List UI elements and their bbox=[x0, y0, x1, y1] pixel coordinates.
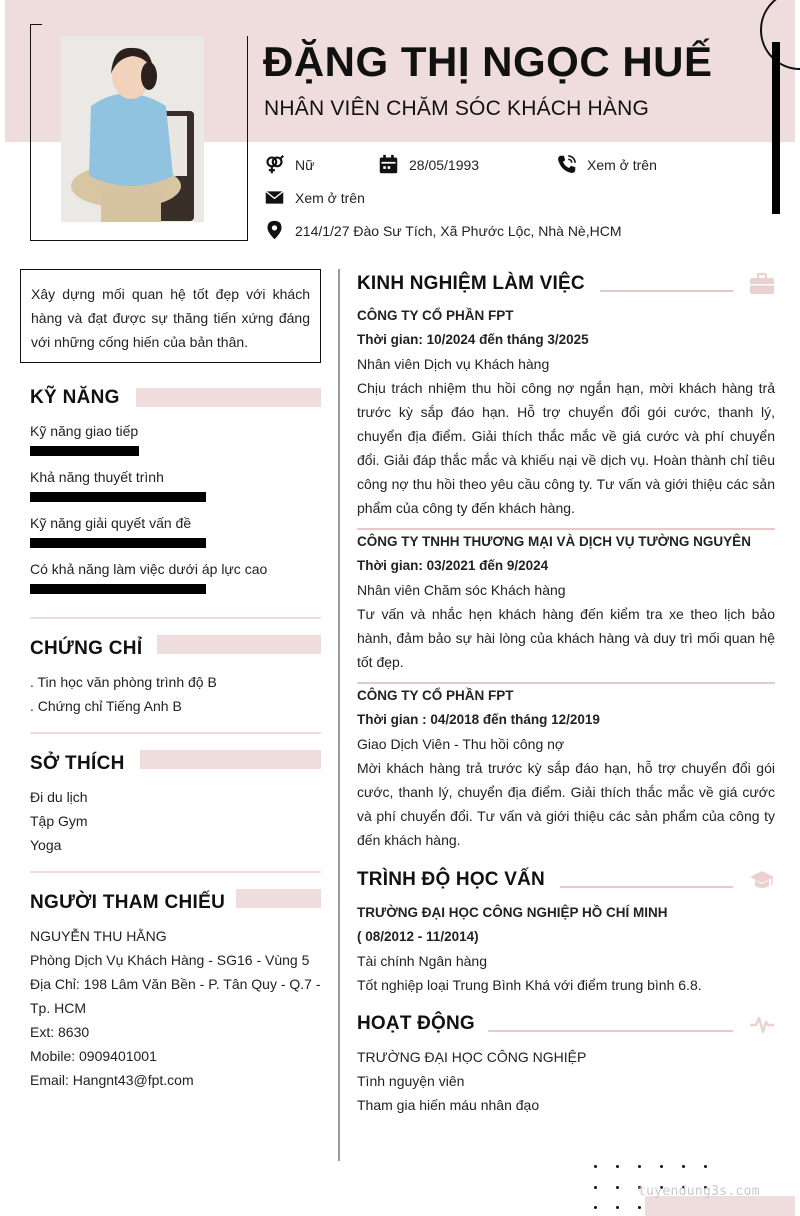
activities-title: HOẠT ĐỘNG bbox=[357, 1013, 475, 1034]
career-objective: Xây dựng mối quan hệ tốt đẹp với khách hàng và đạt được sự thăng tiến xứng đáng với những cống hiến của bản thân. bbox=[20, 269, 321, 363]
certificate-item: . Chứng chỉ Tiếng Anh B bbox=[30, 698, 182, 714]
activities-title-line bbox=[488, 1030, 733, 1032]
photo-frame-accent bbox=[42, 24, 248, 36]
phone-icon bbox=[556, 154, 577, 175]
job-description: Mời khách hàng trả trước kỳ sắp đáo hạn, hỗ trợ chuyển đổi gói cước, thanh lý, chuyển địa điểm. Giải thích thắc mắc về giá cước và phí chuyển đổi. Tư vấn và giới thiệu các sản phẩm của công ty đến khách hàng. bbox=[357, 760, 775, 848]
skill-bar bbox=[30, 584, 206, 594]
envelope-icon bbox=[264, 187, 285, 208]
email-value: Xem ở trên bbox=[295, 189, 365, 206]
skill-bar bbox=[30, 492, 206, 502]
address-value: 214/1/27 Đào Sư Tích, Xã Phước Lộc, Nhà Nè,HCM bbox=[295, 222, 622, 239]
reference-line: Email: Hangnt43@fpt.com bbox=[30, 1072, 194, 1088]
references-title: NGƯỜI THAM CHIẾU bbox=[30, 892, 226, 913]
job-time: Thời gian: 10/2024 đến tháng 3/2025 bbox=[357, 332, 589, 347]
job-time: Thời gian : 04/2018 đến tháng 12/2019 bbox=[357, 712, 600, 727]
gender-value: Nữ bbox=[295, 156, 315, 173]
footer-accent bbox=[645, 1196, 795, 1216]
candidate-name: ĐẶNG THỊ NGỌC HUẾ bbox=[263, 38, 713, 85]
map-pin-icon bbox=[264, 220, 285, 241]
hobby-item: Tập Gym bbox=[30, 813, 88, 829]
education-school: TRƯỜNG ĐẠI HỌC CÔNG NGHIỆP HỒ CHÍ MINH bbox=[357, 905, 668, 920]
education-major: Tài chính Ngân hàng bbox=[357, 953, 487, 969]
education-period: ( 08/2012 - 11/2014) bbox=[357, 929, 479, 944]
gender-icon bbox=[264, 154, 285, 175]
job-company: CÔNG TY CỔ PHẦN FPT bbox=[357, 308, 514, 323]
section-divider bbox=[30, 871, 321, 873]
experience-title-line bbox=[600, 290, 733, 292]
address-info bbox=[264, 220, 621, 241]
job-position: Giao Dịch Viên - Thu hồi công nợ bbox=[357, 736, 565, 752]
job-description: Tư vấn và nhắc hẹn khách hàng đến kiểm tra xe theo lịch bảo hành, đảm bảo sự hài lòng của khách hàng và duy trì mối quan hệ tốt đẹp. bbox=[357, 606, 775, 670]
section-divider bbox=[30, 732, 321, 734]
job-description: Chịu trách nhiệm thu hồi công nợ ngắn hạn, mời khách hàng trả trước kỳ sắp đáo hạn. Hỗ trợ chuyển đổi gói cước, thanh lý, chuyển địa điểm. Giải thích thắc mắc về giá cước và phí chuyển đổi. Giải đáp thắc mắc và khiếu nại về dịch vụ. Hoàn thành chỉ tiêu công nợ thu hồi theo yêu cầu công ty. Tư vấn và giới thiệu các sản phẩm của công ty đến khách hàng. bbox=[357, 380, 775, 516]
experience-title: KINH NGHIỆM LÀM VIỆC bbox=[357, 273, 585, 294]
birthday-info bbox=[378, 154, 479, 175]
skill-bar bbox=[30, 446, 139, 456]
graduation-cap-icon bbox=[748, 866, 776, 894]
skill-label: Kỹ năng giải quyết vấn đề bbox=[30, 515, 192, 531]
skill-label: Kỹ năng giao tiếp bbox=[30, 423, 139, 439]
job-company: CÔNG TY CỔ PHẦN FPT bbox=[357, 688, 514, 703]
certificates-title-accent bbox=[157, 635, 321, 654]
email-info bbox=[264, 187, 365, 208]
job-company: CÔNG TY TNHH THƯƠNG MẠI VÀ DỊCH VỤ TƯỜNG NGUYÊN bbox=[357, 534, 751, 549]
reference-line: Ext: 8630 bbox=[30, 1024, 90, 1040]
job-position: Nhân viên Dịch vụ Khách hàng bbox=[357, 356, 550, 372]
activity-line: Tình nguyện viên bbox=[357, 1073, 465, 1089]
candidate-role: NHÂN VIÊN CHĂM SÓC KHÁCH HÀNG bbox=[264, 97, 650, 120]
hobby-item: Đi du lịch bbox=[30, 789, 88, 805]
watermark: tuyendung3s.com bbox=[638, 1184, 760, 1199]
decorative-vertical-bar bbox=[772, 42, 780, 214]
calendar-icon bbox=[378, 154, 399, 175]
briefcase-icon bbox=[748, 270, 776, 298]
reference-line: NGUYỄN THU HẰNG bbox=[30, 928, 167, 944]
skill-label: Có khả năng làm việc dưới áp lực cao bbox=[30, 561, 268, 577]
hobbies-title-accent bbox=[140, 750, 321, 769]
phone-value: Xem ở trên bbox=[587, 156, 657, 173]
gender-info bbox=[264, 154, 314, 175]
job-position: Nhân viên Chăm sóc Khách hàng bbox=[357, 582, 566, 598]
column-divider bbox=[338, 269, 340, 1161]
section-divider bbox=[30, 617, 321, 619]
skills-title-accent bbox=[136, 388, 321, 407]
references-title-accent bbox=[236, 889, 321, 908]
certificate-item: . Tin học văn phòng trình độ B bbox=[30, 674, 217, 690]
reference-line: Phòng Dịch Vụ Khách Hàng - SG16 - Vùng 5 bbox=[30, 952, 310, 968]
reference-line: Mobile: 0909401001 bbox=[30, 1048, 157, 1064]
education-result: Tốt nghiệp loại Trung Bình Khá với điểm trung bình 6.8. bbox=[357, 977, 702, 993]
activity-line: Tham gia hiến máu nhân đạo bbox=[357, 1097, 540, 1113]
activity-line: TRƯỜNG ĐẠI HỌC CÔNG NGHIỆP bbox=[357, 1049, 587, 1065]
education-title: TRÌNH ĐỘ HỌC VẤN bbox=[357, 869, 545, 890]
hobbies-title: SỞ THÍCH bbox=[30, 753, 125, 774]
profile-photo bbox=[61, 36, 204, 222]
hobby-item: Yoga bbox=[30, 837, 62, 853]
skill-label: Khả năng thuyết trình bbox=[30, 469, 164, 485]
phone-info bbox=[556, 154, 657, 175]
skill-bar bbox=[30, 538, 206, 548]
certificates-title: CHỨNG CHỈ bbox=[30, 638, 143, 659]
skills-title: KỸ NĂNG bbox=[30, 387, 120, 408]
heartbeat-icon bbox=[748, 1010, 776, 1038]
reference-line: Địa Chỉ: 198 Lâm Văn Bền - P. Tân Quy - Q.7 - bbox=[30, 976, 321, 992]
job-time: Thời gian: 03/2021 đến 9/2024 bbox=[357, 558, 549, 573]
education-title-line bbox=[560, 886, 733, 888]
birthday-value: 28/05/1993 bbox=[409, 156, 480, 173]
reference-line: Tp. HCM bbox=[30, 1000, 86, 1016]
